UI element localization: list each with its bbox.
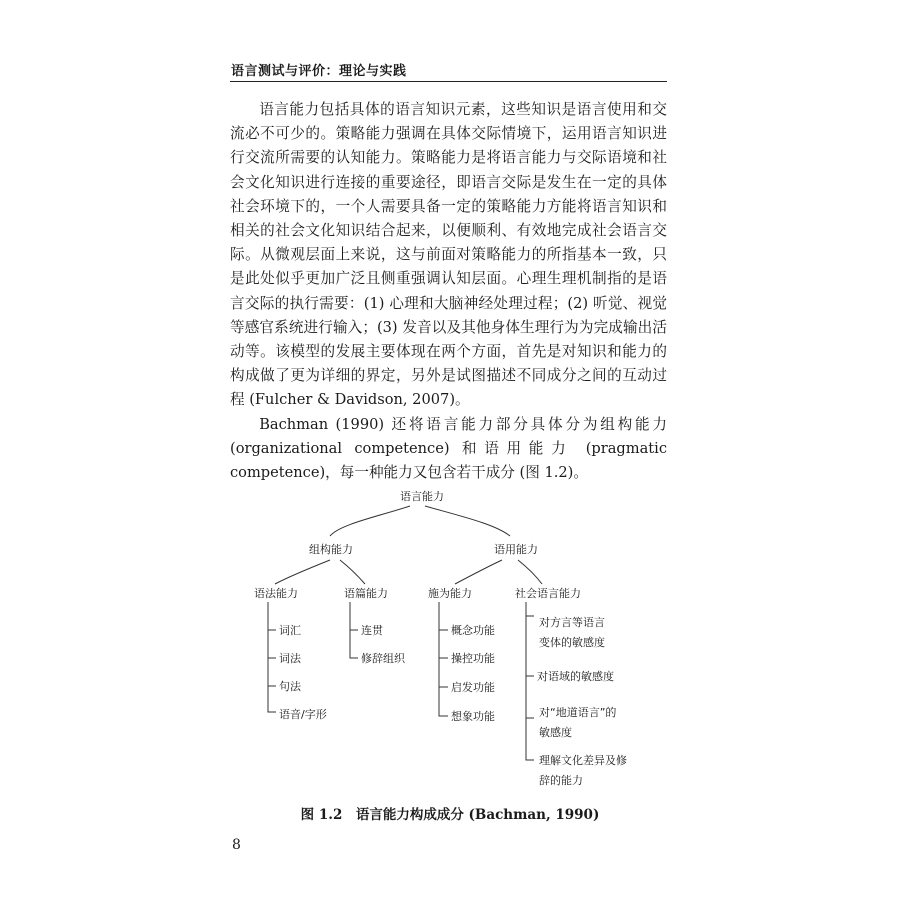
leaf-ideational: 概念功能: [451, 624, 495, 637]
node-sociolinguistic: 社会语言能力: [515, 587, 581, 600]
edge-root-org: [330, 506, 410, 536]
node-illocutionary: 施为能力: [428, 587, 472, 600]
node-grammatical: 语法能力: [254, 587, 298, 600]
leaf-register: 对语域的敏感度: [537, 670, 614, 683]
header-rule: [230, 81, 667, 82]
leaf-naturalness-line1: 对“地道语言”的: [539, 706, 617, 719]
leaf-vocabulary: 词汇: [279, 624, 301, 637]
leaf-manipulative: 操控功能: [451, 652, 495, 665]
leaf-syntax: 句法: [279, 680, 301, 693]
leaf-naturalness-line2: 敏感度: [539, 726, 572, 739]
leaf-cultural-line2: 辞的能力: [539, 774, 583, 787]
node-textual: 语篇能力: [344, 587, 388, 600]
leaf-phonology-graphology: 语音/字形: [279, 708, 327, 721]
figure-caption: 图 1.2 语言能力构成成分 (Bachman, 1990): [300, 807, 600, 823]
page-number: 8: [232, 837, 241, 853]
edge-prag-socio: [518, 560, 542, 584]
edge-org-textual: [340, 560, 365, 584]
edge-prag-illoc: [455, 560, 502, 584]
leaf-imaginative: 想象功能: [451, 710, 495, 723]
running-header-title: 语言测试与评价：理论与实践: [231, 64, 407, 79]
leaf-dialect-line1: 对方言等语言: [539, 616, 605, 629]
bracket-textual: [350, 602, 358, 658]
node-pragmatic: 语用能力: [494, 543, 538, 556]
body-text: [230, 98, 667, 485]
competence-tree-diagram: [230, 480, 670, 804]
paragraph-1: 语言能力包括具体的语言知识元素，这些知识是语言使用和交流必不可少的。策略能力强调在具体交际情境下，运用语言知识进行交流所需要的认知能力。策略能力是将语言能力与交际语境和社会文化知识进行连接的重要途径，即语言交际是发生在一定的具体社会环境下的，一个人需要具备一定的策略能力方能将语言知识和相关的社会文化知识结合起来，以便顺利、有效地完成社会语言交际。从微观层面上来说，这与前面对策略能力的所指基本一致，只是此处似乎更加广泛且侧重强调认知层面。心理生理机制指的是语言交际的执行需要：(1) 心理和大脑神经处理过程；(2) 听觉、视觉等感官系统进行输入；(3) 发音以及其他身体生理行为为完成输出活动等。该模型的发展主要体现在两个方面，首先是对知识和能力的构成做了更为详细的界定，另外是试图描述不同成分之间的互动过程 (Fulcher & Davidson, 2007)。: [230, 101, 667, 409]
paragraph-2: Bachman (1990) 还将语言能力部分具体分为组构能力 (organizational competence) 和语用能力 (pragmatic competence)，每一种能力又包含若干成分 (图 1.2)。: [230, 415, 667, 482]
leaf-heuristic: 启发功能: [451, 681, 495, 694]
bracket-socio: [526, 602, 534, 760]
edge-root-prag: [425, 506, 510, 536]
leaf-dialect-line2: 变体的敏感度: [539, 636, 605, 649]
leaf-morphology: 词法: [279, 652, 301, 665]
tree-svg: [230, 480, 670, 800]
leaf-rhetorical-organization: 修辞组织: [361, 652, 405, 665]
leaf-cohesion: 连贯: [361, 624, 383, 637]
bracket-illoc: [439, 602, 448, 716]
edge-org-grammar: [275, 560, 330, 584]
leaf-cultural-line1: 理解文化差异及修: [539, 754, 627, 767]
bracket-grammar: [268, 602, 276, 712]
node-root: 语言能力: [400, 490, 444, 503]
node-organizational: 组构能力: [309, 543, 353, 556]
